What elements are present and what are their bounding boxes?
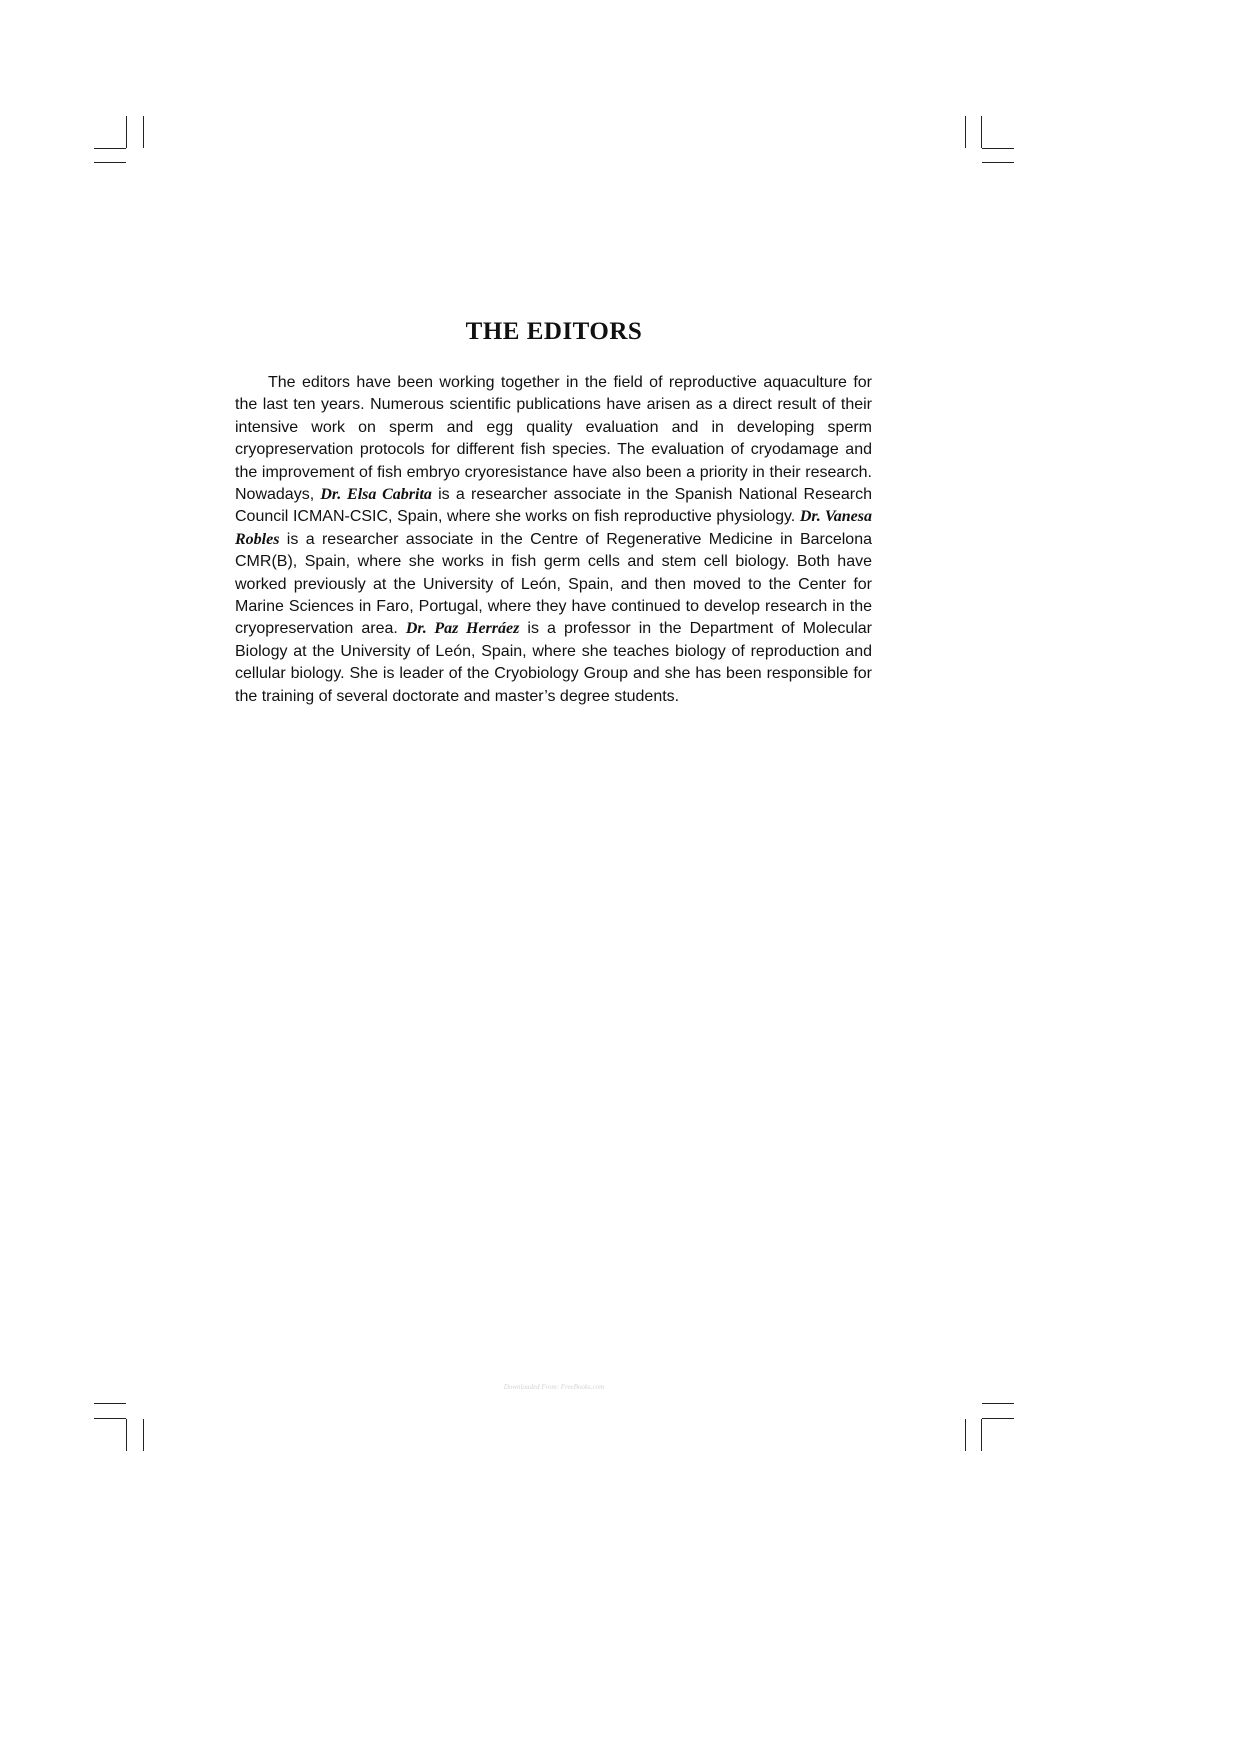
crop-mark <box>126 116 127 148</box>
crop-mark <box>965 116 966 148</box>
crop-mark <box>94 1403 126 1404</box>
paragraph-text: is a researcher associate in the Centre of Regenerative Medicine in Barcelona CMR(B), Spain, where she works in fish germ cells and stem cell biology. Both have worked previously at the University of León, Spain, and then moved to the Center for Marine Sciences in Faro, Portugal, where they have continued to develop research in the cryopreservation area. <box>235 530 872 638</box>
editor-name: Dr. Vanesa Robles <box>235 508 872 548</box>
crop-mark <box>982 162 1014 163</box>
crop-mark <box>981 1419 982 1451</box>
crop-mark <box>143 116 144 148</box>
crop-mark <box>94 162 126 163</box>
crop-mark <box>981 116 982 148</box>
crop-mark <box>982 1418 1014 1419</box>
crop-mark <box>94 1418 126 1419</box>
download-watermark: Downloaded From: FreeBooks.com <box>503 1383 605 1391</box>
crop-mark <box>143 1419 144 1451</box>
paragraph-text: The editors have been working together in the field of reproductive aquaculture for the last ten years. Numerous scientific publications have arisen as a direct result of their intensive work on sperm and egg quality evaluation and in developing sperm cryopreservation protocols for different fish species. The evaluation of cryodamage and the improvement of fish embryo cryoresistance have also been a priority in their research. Nowadays, <box>235 374 872 504</box>
crop-mark <box>982 1403 1014 1404</box>
paragraph-text: is a researcher associate in the Spanish National Research Council ICMAN-CSIC, Spain, where she works on fish reproductive physiology. <box>235 486 873 526</box>
editor-name: Dr. Paz Herráez <box>405 620 520 638</box>
crop-mark <box>965 1419 966 1451</box>
crop-mark <box>982 148 1014 149</box>
paragraph-text: is a professor in the Department of Molecular Biology at the University of León, Spain, where she teaches biology of reproduction and cellular biology. She is leader of the Cryobiology Group and she has been responsible for the training of several doctorate and master’s degree students. <box>235 620 872 705</box>
crop-mark <box>94 148 126 149</box>
editor-name: Dr. Elsa Cabrita <box>320 486 432 504</box>
crop-mark <box>126 1419 127 1451</box>
page-title: THE EDITORS <box>465 318 643 345</box>
editors-paragraph <box>235 372 872 708</box>
